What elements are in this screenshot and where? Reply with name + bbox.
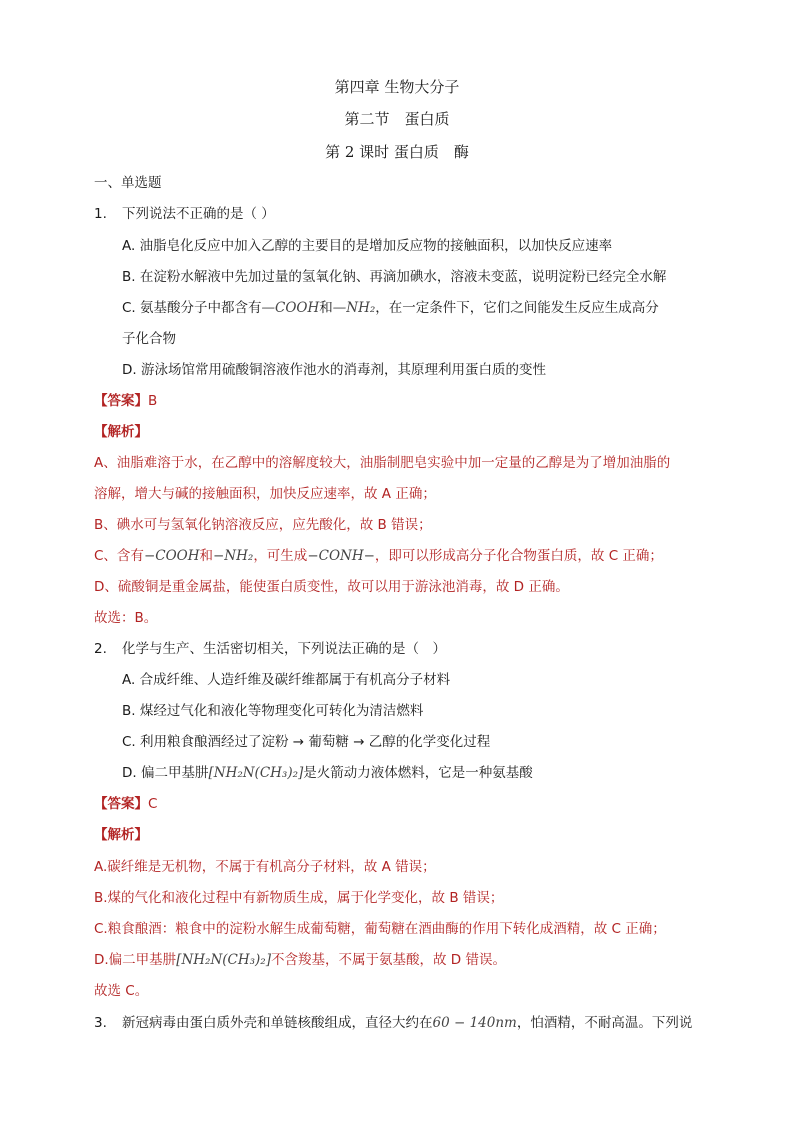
question-number: 1. [94, 206, 107, 222]
analysis-line: C.粮食酿酒：粮食中的淀粉水解生成葡萄糖，葡萄糖在酒曲酶的作用下转化成酒精，故 C 正确； [94, 921, 666, 937]
analysis-line [94, 546, 663, 566]
formula-nh2: −NH₂ [213, 548, 254, 564]
option-a: A. 油脂皂化反应中加入乙醇的主要目的是增加反应物的接触面积，以加快反应速率 [122, 238, 613, 254]
question-stem: 化学与生产、生活密切相关，下列说法正确的是（ ） [122, 641, 446, 657]
formula-diameter: 60 − 140nm [432, 1015, 517, 1031]
answer-label: 【答案】 [94, 796, 148, 812]
option-d-text: D. 偏二甲基肼 [122, 765, 209, 781]
analysis-text: 和 [199, 548, 213, 564]
conclusion: 故选 C。 [94, 983, 149, 999]
analysis-text: 不含羧基，不属于氨基酸，故 D 错误。 [271, 952, 506, 968]
option-a: A. 合成纤维、人造纤维及碳纤维都属于有机高分子材料 [122, 672, 451, 688]
option-b: B. 在淀粉水解液中先加过量的氢氧化钠、再滴加碘水，溶液未变蓝，说明淀粉已经完全水解 [122, 269, 667, 285]
formula-nh2: —NH₂ [332, 300, 376, 316]
formula-cooh: −COOH [143, 548, 200, 564]
analysis-line: A、油脂难溶于水，在乙醇中的溶解度较大，油脂制肥皂实验中加一定量的乙醇是为了增加油脂的 [94, 455, 671, 471]
lesson-title: 第 2 课时 蛋白质 酶 [325, 143, 469, 161]
question-stem-text: 新冠病毒由蛋白质外壳和单链核酸组成，直径大约在 [122, 1015, 433, 1031]
option-d: D. 游泳场馆常用硫酸铜溶液作池水的消毒剂，其原理利用蛋白质的变性 [122, 362, 546, 378]
answer-line [94, 391, 157, 411]
question-number: 2. [94, 641, 107, 657]
answer-line [94, 794, 157, 814]
option-d [122, 763, 533, 783]
formula-udmh: [NH₂N(CH₃)₂] [176, 952, 271, 968]
option-d-text: 是火箭动力液体燃料，它是一种氨基酸 [303, 765, 533, 781]
analysis-label: 【解析】 [94, 827, 148, 843]
answer-value: C [148, 796, 158, 812]
analysis-text: D.偏二甲基肼 [94, 952, 177, 968]
conclusion: 故选：B。 [94, 610, 158, 626]
question-stem: 下列说法不正确的是（ ） [122, 206, 275, 222]
question-stem [122, 1013, 692, 1033]
formula-conh: −CONH− [307, 548, 375, 564]
option-b: B. 煤经过气化和液化等物理变化可转化为清洁燃料 [122, 703, 424, 719]
formula-udmh: [NH₂N(CH₃)₂] [208, 765, 304, 781]
analysis-line: B、碘水可与氢氧化钠溶液反应，应先酸化，故 B 错误； [94, 517, 432, 533]
option-c: C. 利用粮食酿酒经过了淀粉 → 葡萄糖 → 乙醇的化学变化过程 [122, 734, 491, 750]
analysis-line: 溶解，增大与碱的接触面积，加快反应速率，故 A 正确； [94, 486, 436, 502]
chapter-title: 第四章 生物大分子 [334, 78, 460, 96]
question-number: 3. [94, 1015, 107, 1031]
analysis-line: A.碳纤维是无机物，不属于有机高分子材料，故 A 错误； [94, 859, 436, 875]
option-c-continuation: 子化合物 [122, 331, 176, 347]
analysis-text: C、含有 [94, 548, 144, 564]
option-c-text: ，在一定条件下，它们之间能发生反应生成高分 [375, 300, 659, 316]
option-c-text: 和 [319, 300, 333, 316]
section-title: 第二节 蛋白质 [344, 110, 450, 128]
formula-cooh: —COOH [261, 300, 320, 316]
answer-value: B [148, 393, 158, 409]
analysis-line: B.煤的气化和液化过程中有新物质生成，属于化学变化，故 B 错误； [94, 890, 504, 906]
answer-label: 【答案】 [94, 393, 148, 409]
analysis-text: ，即可以形成高分子化合物蛋白质，故 C 正确； [374, 548, 663, 564]
analysis-line: D、硫酸铜是重金属盐，能使蛋白质变性，故可以用于游泳池消毒，故 D 正确。 [94, 579, 569, 595]
option-c [122, 298, 659, 318]
section-heading: 一、单选题 [94, 175, 162, 191]
analysis-line [94, 950, 506, 970]
option-c-text: C. 氨基酸分子中都含有 [122, 300, 262, 316]
analysis-label: 【解析】 [94, 424, 148, 440]
question-stem-text: ，怕酒精，不耐高温。下列说 [516, 1015, 693, 1031]
analysis-text: ，可生成 [253, 548, 308, 564]
